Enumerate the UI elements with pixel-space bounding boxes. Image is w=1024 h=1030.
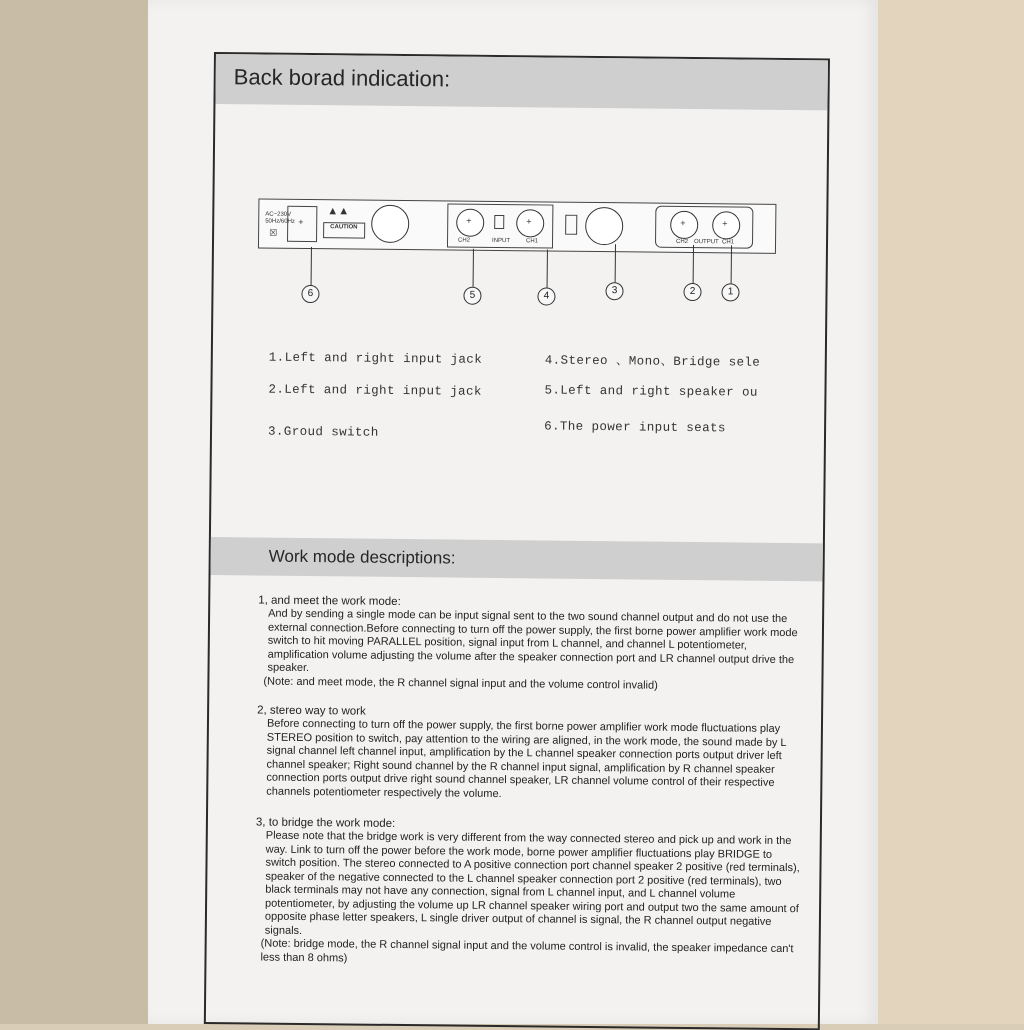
caution-label: CAUTION — [330, 224, 358, 231]
power-input-seat — [287, 206, 317, 242]
legend-item-4: 4.Stereo 、Mono、Bridge sele — [544, 353, 761, 370]
ch2-output-label: CH2 — [676, 238, 689, 245]
legend-item-1: 1.Left and right input jack — [268, 350, 483, 367]
mode-1-section — [257, 594, 808, 694]
power-plus-glyph: + — [298, 216, 304, 227]
rear-panel-diagram — [258, 198, 776, 253]
callout-line-3 — [615, 244, 617, 282]
disposal-icon: ☒ — [269, 227, 278, 238]
jack-plus-glyph: + — [466, 215, 472, 226]
callout-3: 3 — [605, 282, 623, 300]
input-label: INPUT — [492, 237, 511, 245]
ch1-input-label: CH1 — [526, 238, 539, 245]
output-plus-glyph: + — [680, 217, 686, 228]
fan-grille — [371, 205, 409, 243]
mode-2-heading: 2, stereo way to work — [257, 704, 366, 718]
callout-line-5 — [473, 249, 475, 287]
ch2-input-label: CH2 — [458, 237, 471, 244]
speaker-output-ch2 — [670, 211, 698, 239]
caution-plate — [323, 222, 365, 238]
callout-5: 5 — [463, 287, 481, 305]
speaker-output-section — [655, 206, 753, 249]
power-rating-label: AC~230V 50Hz/60Hz — [265, 211, 295, 225]
output-label: OUTPUT — [694, 239, 719, 246]
work-mode-title: Work mode descriptions: — [268, 546, 456, 568]
mode-2-section — [256, 704, 807, 804]
callout-1: 1 — [721, 283, 739, 301]
mode-3-section — [254, 816, 806, 970]
mode-3-body: Please note that the bridge work is very different from the way connected stereo and pick up and work in the way. Link to turn off the power before the work mode, borne power amplifier fluctuations play BRIDGE to switch position. The stereo connected to A positive connection port channel speaker 2 positive (red terminals), speaker of the negative connected to the L channel speaker connection port 2 positive (red terminals), two black terminals may not have any connection, signal from L channel input, and L channel volume potentiometer, by adjusting the volume up LR channel speaker wiring port and output two the same amount of opposite phase letter speakers, L single driver output of channel is signal, the R channel output negative signals. — [264, 829, 800, 937]
mode-3-note: (Note: bridge mode, the R channel signal input and the volume control is invalid, the speaker impedance can't less than 8 ohms) — [260, 937, 794, 964]
mode-3-heading: 3, to bridge the work mode: — [255, 816, 396, 830]
page-frame — [204, 52, 830, 1030]
callout-6: 6 — [301, 285, 319, 303]
input-jack-ch1 — [516, 209, 544, 237]
fan-grille — [585, 207, 623, 245]
ground-switch — [565, 215, 577, 235]
background-right — [864, 0, 1024, 1024]
legend-item-3: 3.Groud switch — [267, 424, 379, 440]
page-title: Back borad indication: — [233, 64, 451, 92]
legend-item-6: 6.The power input seats — [544, 419, 726, 436]
mode-1-heading: 1, and meet the work mode: — [258, 594, 401, 608]
mode-2-body: Before connecting to turn off the power supply, the first borne power amplifier work mode fluctuations play STEREO position to switch, pay attention to the wiring are aligned, in the work mode, the sound made by L signal channel left channel input, amplification by the L channel speaker connection ports output driver left channel speaker; Right sound channel by the R channel input signal, amplification by R channel speaker connection ports output drive right sound channel speaker, LR channel volume control of their respective channels potentiometer respectively the volume. — [266, 717, 787, 800]
jack-plus-glyph: + — [526, 216, 532, 227]
input-section — [447, 203, 553, 248]
callout-4: 4 — [537, 287, 555, 305]
mode-1-body: And by sending a single mode can be input signal sent to the two sound channel output and do not use the external connection.Before connecting to turn off the power supply, the first borne power amplifier work mode switch to hit moving PARALLEL position, signal input from L channel, and channel L potentiometer, amplification volume adjusting the volume after the speaker connection port and LR channel output drive the speaker. — [267, 607, 798, 675]
warning-triangle-icon: ▲▲ — [327, 205, 350, 218]
mode-switch — [494, 215, 504, 229]
callout-line-1 — [731, 245, 733, 283]
callout-2: 2 — [683, 283, 701, 301]
ch1-output-label: CH1 — [722, 239, 735, 246]
callout-line-4 — [547, 249, 549, 287]
background-left — [0, 0, 150, 1024]
callout-line-6 — [311, 247, 313, 285]
output-plus-glyph: + — [722, 218, 728, 229]
mode-1-note: (Note: and meet mode, the R channel signal input and the volume control invalid) — [263, 675, 658, 692]
speaker-output-ch1 — [712, 211, 740, 239]
legend-item-5: 5.Left and right speaker ou — [544, 383, 758, 400]
legend-item-2: 2.Left and right input jack — [268, 382, 482, 399]
callout-line-2 — [693, 245, 695, 283]
input-jack-ch2 — [456, 209, 484, 237]
